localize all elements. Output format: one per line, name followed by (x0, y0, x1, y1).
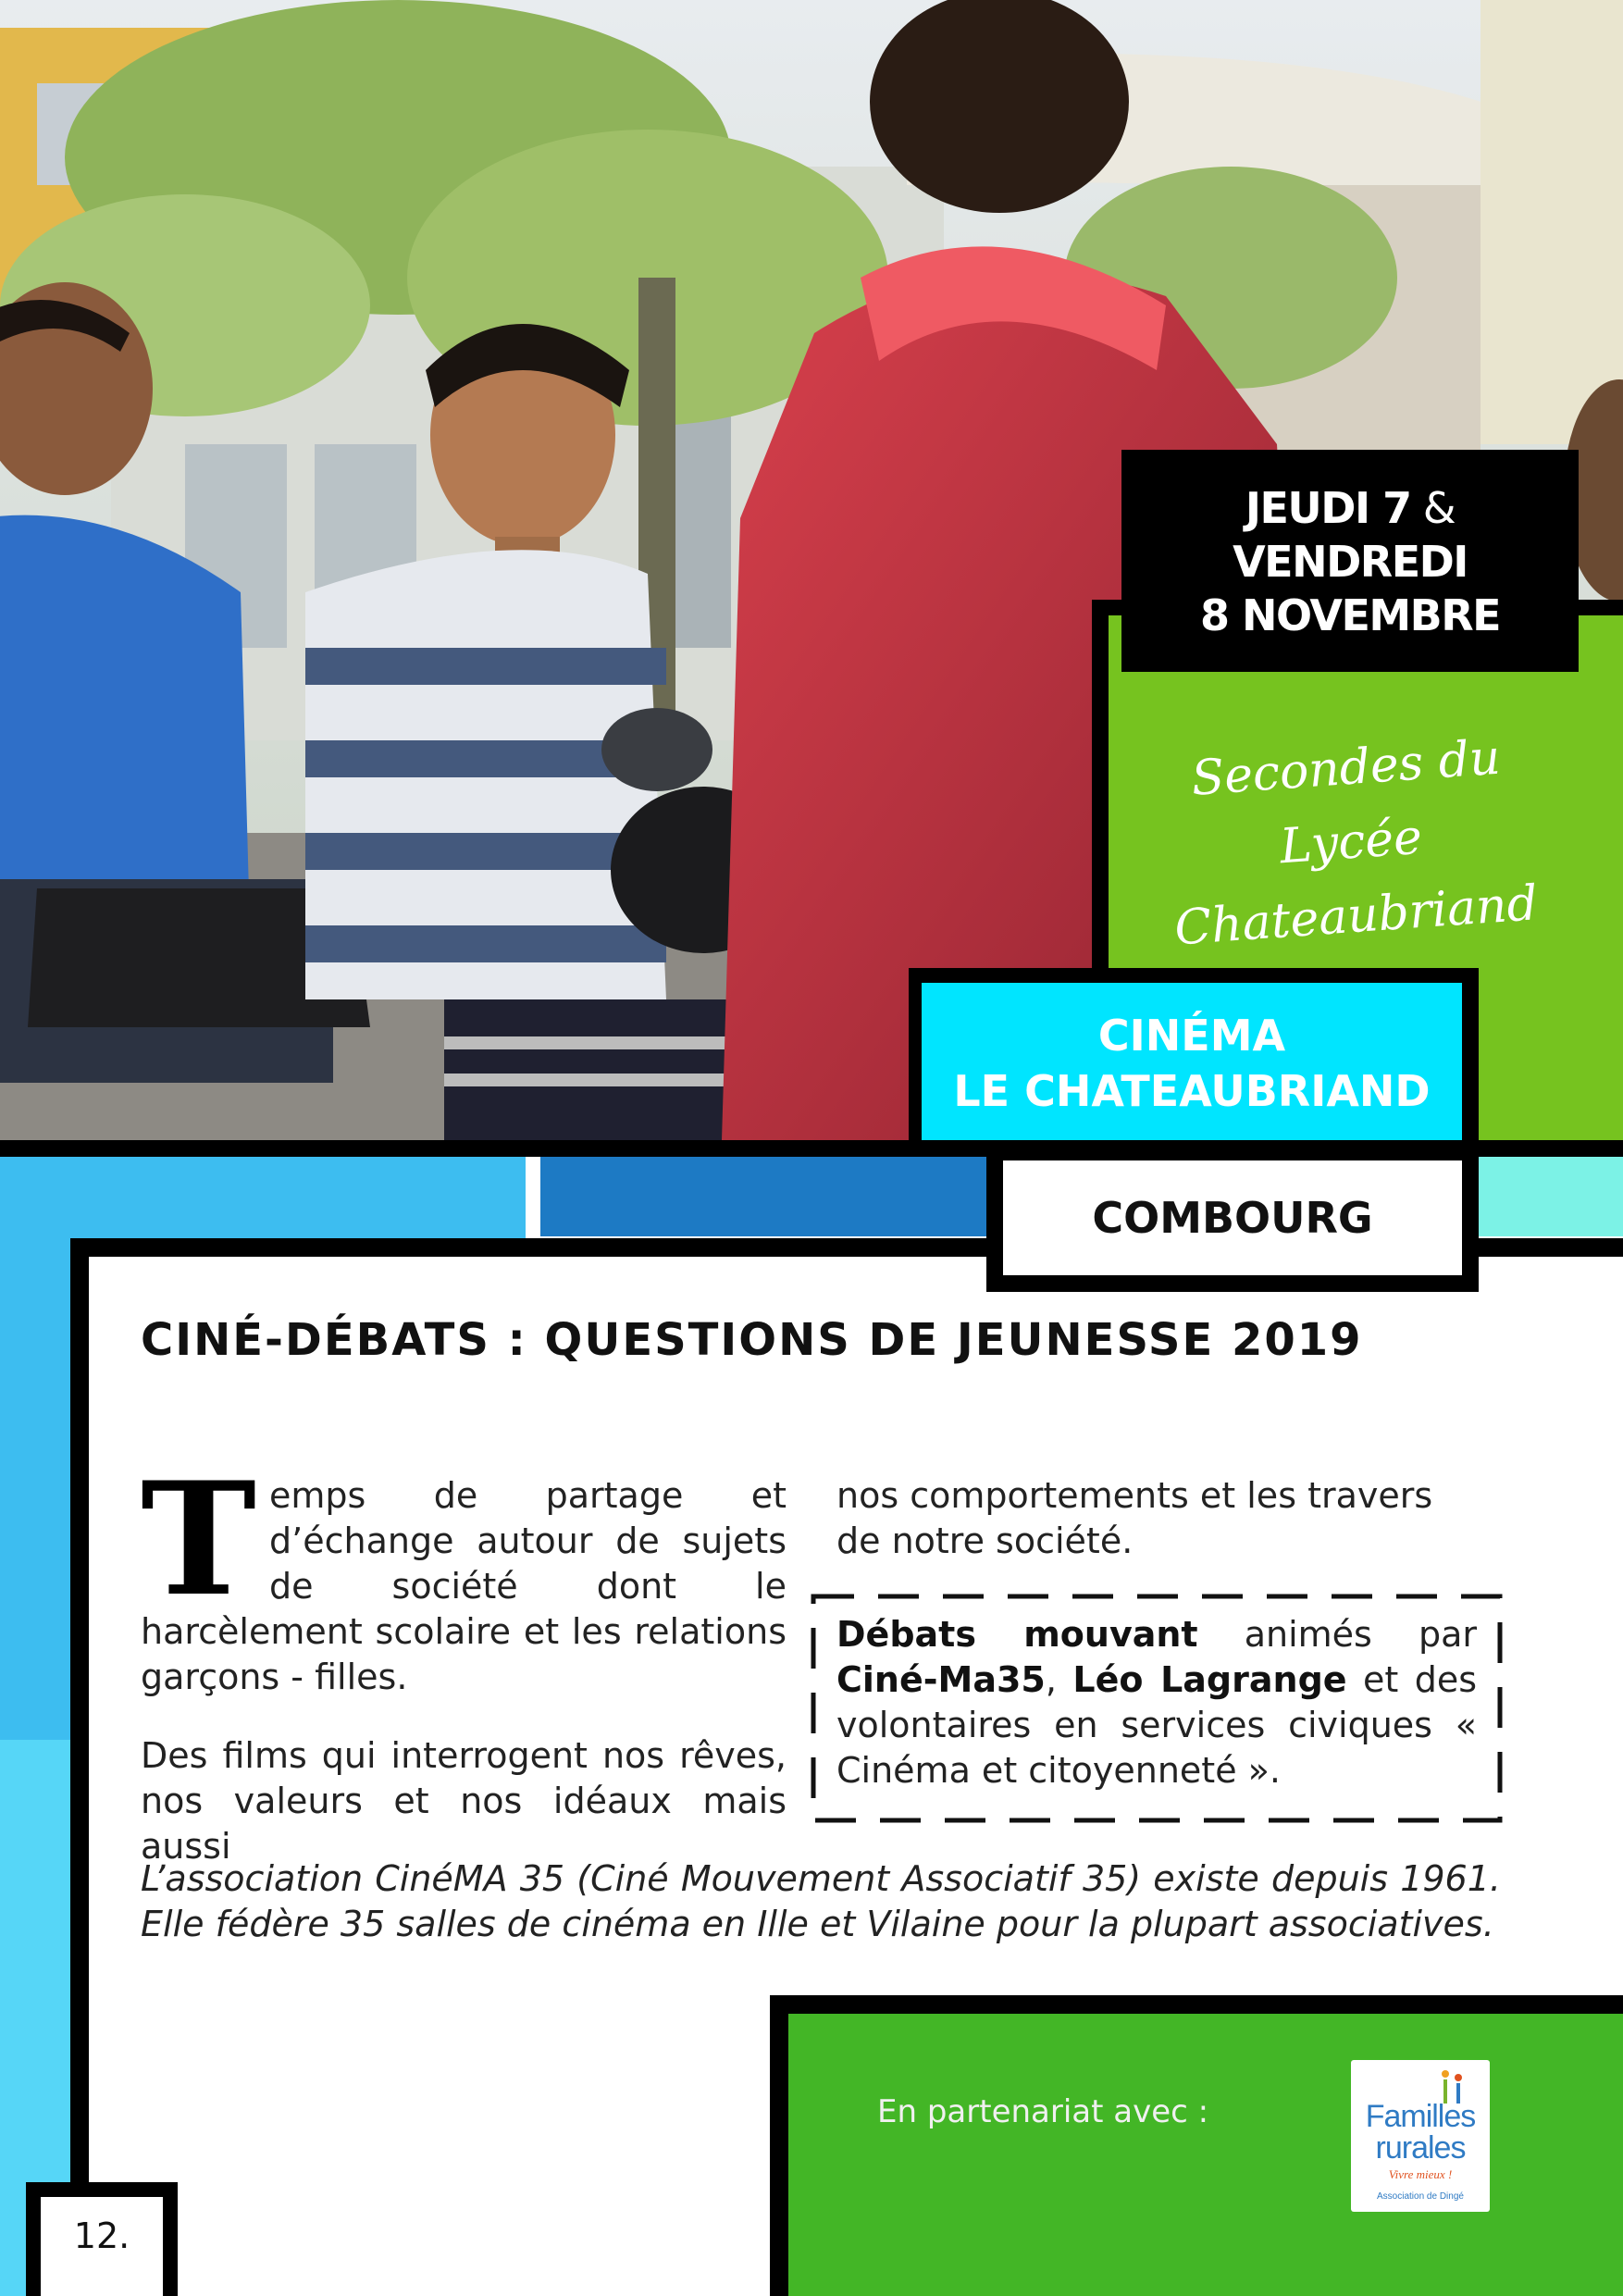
date-line1: JEUDI 7 (1245, 483, 1411, 533)
drop-cap: T (141, 1447, 257, 1631)
paragraph-1 (141, 1447, 787, 1700)
article-title: CINÉ-DÉBATS : QUESTIONS DE JEUNESSE 2019 (141, 1314, 1363, 1366)
logo-line2: rurales (1375, 2130, 1466, 2166)
cinema-line1: CINÉMA (1097, 1011, 1286, 1061)
left-column (141, 1447, 787, 1869)
paragraph-2: Des films qui interrogent nos rêves, nos valeurs et nos idéaux mais aussi (141, 1735, 787, 1867)
event-date (1121, 450, 1579, 672)
paragraph-1-text: emps de partage et d’échange autour de sujets de société dont le harcèlement scolaire et les relations garçons - filles. (141, 1475, 787, 1697)
debate-text-1: animés par (1197, 1614, 1478, 1655)
town-label: COMBOURG (1003, 1160, 1462, 1275)
right-aqua-band (1471, 1157, 1623, 1236)
debate-bold-1: Débats mouvant (836, 1614, 1198, 1655)
debate-callout-text (836, 1612, 1477, 1793)
right-column-text: nos comportements et les travers de notre société. (836, 1475, 1433, 1561)
debate-text-3: et des volontaires en services civiques « Cinéma et citoyenneté ». (836, 1659, 1477, 1791)
page-number: 12. (41, 2197, 163, 2296)
date-line3: 8 NOVEMBRE (1199, 590, 1501, 640)
cinema-name (922, 983, 1462, 1140)
middle-blue-band (540, 1157, 992, 1236)
partner-panel (788, 2014, 1623, 2296)
debate-callout (811, 1594, 1503, 1823)
audience-line1: Secondes du Lycée (1189, 729, 1503, 875)
audience-text (1131, 716, 1571, 968)
debate-text-2: , (1045, 1659, 1073, 1700)
familles-rurales-logo (1351, 2060, 1490, 2212)
cinema-line2: LE CHATEAUBRIAND (953, 1066, 1431, 1116)
debate-bold-2: Ciné-Ma35 (836, 1659, 1046, 1700)
audience-line2: Chateaubriand (1172, 875, 1540, 957)
logo-tagline: Vivre mieux ! (1388, 2167, 1453, 2181)
date-ampersand: & (1410, 483, 1456, 533)
date-line2: VENDREDI (1233, 537, 1468, 587)
logo-subtitle: Association de Dingé (1377, 2191, 1464, 2202)
debate-bold-3: Léo Lagrange (1072, 1659, 1347, 1700)
logo-line1: Familles (1365, 2099, 1476, 2134)
association-note: L’association CinéMA 35 (Ciné Mouvement Associatif 35) existe depuis 1961. Elle fédère 35 salles de cinéma en Ille et Vilaine pour la plupart associatives. (141, 1858, 1501, 1944)
partner-label: En partenariat avec : (877, 2093, 1209, 2130)
